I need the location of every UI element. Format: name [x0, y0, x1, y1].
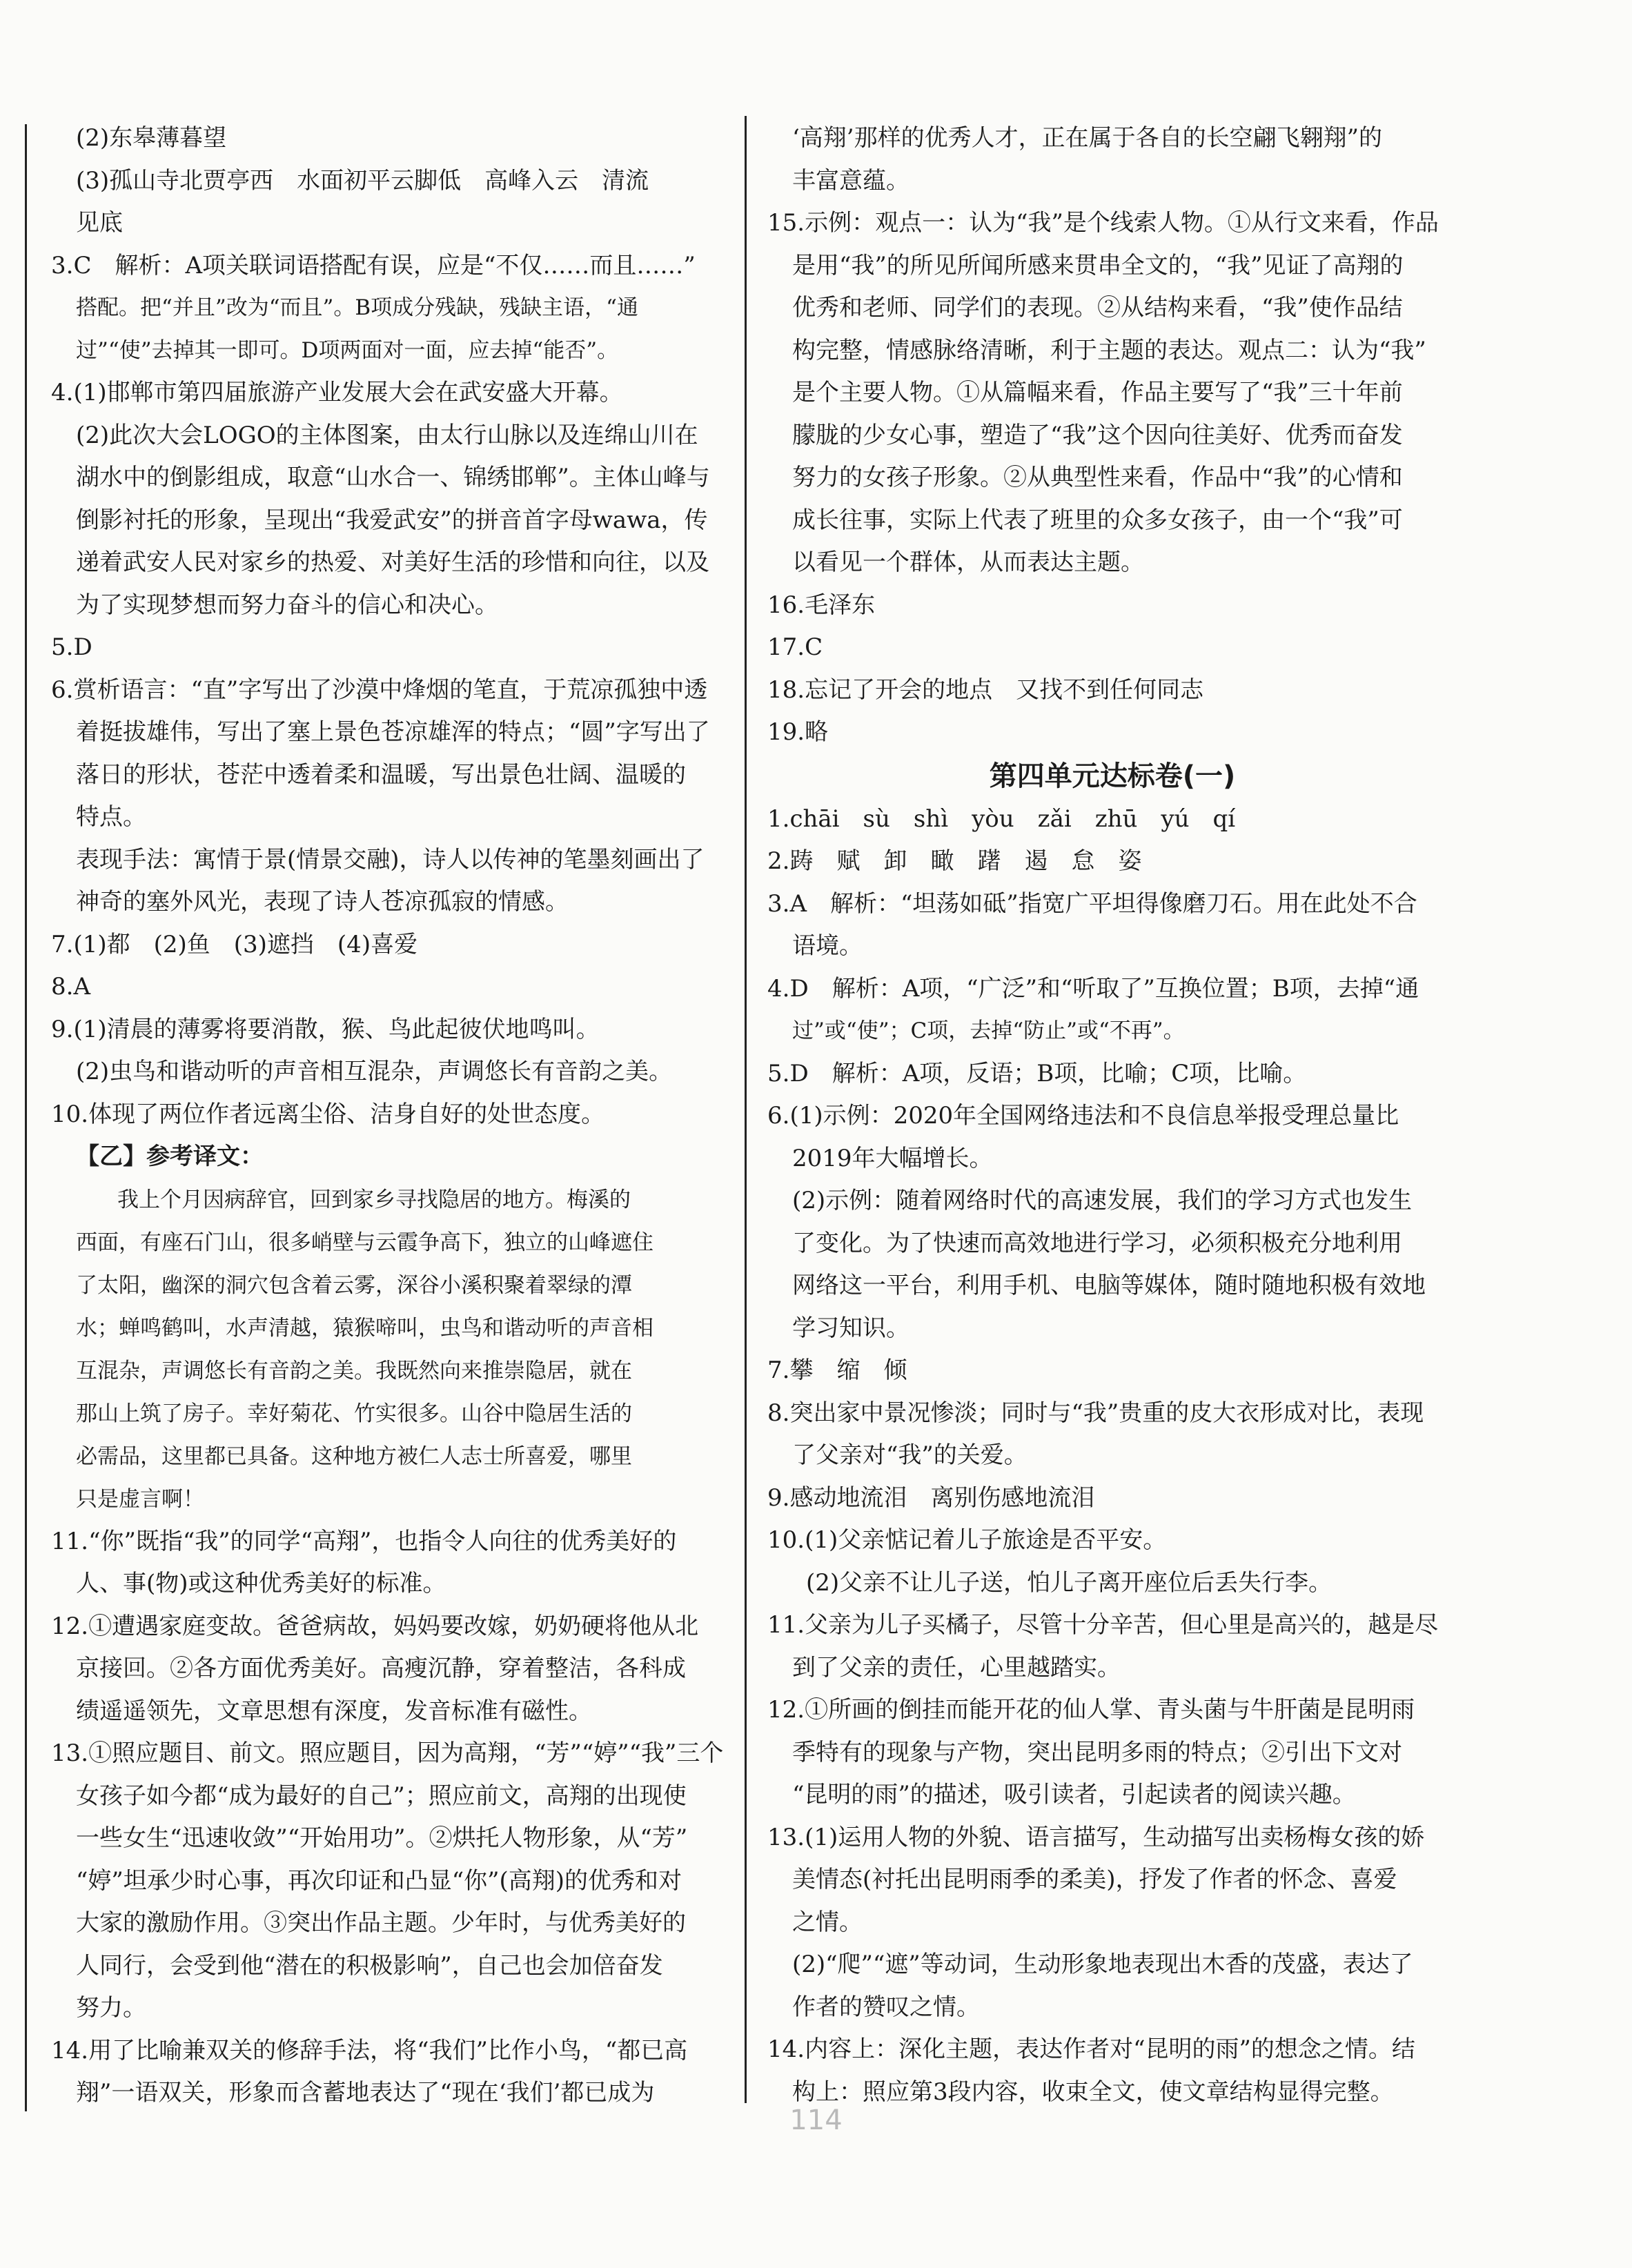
left-margin-rule [25, 124, 27, 2111]
left-column-line: 女孩子如今都“成为最好的自己”；照应前文，高翔的出现使 [76, 1782, 687, 1810]
left-column-line: (2)东皋薄暮望 [76, 124, 227, 152]
left-column-line: 翔”一语双关，形象而含蓄地表达了“现在‘我们’都已成为 [76, 2079, 655, 2107]
right-column-line: 7.攀 缩 倾 [767, 1357, 907, 1384]
left-column-line: 为了实现梦想而努力奋斗的信心和决心。 [76, 591, 498, 619]
left-column-line: 4.(1)邯郸市第四届旅游产业发展大会在武安盛大开幕。 [51, 379, 623, 406]
left-column-line: 特点。 [76, 803, 146, 831]
right-column-line: 4.D 解析：A项，“广泛”和“听取了”互换位置；B项，去掉“通 [767, 974, 1419, 1003]
right-column-line: 14.内容上：深化主题，表达作者对“昆明的雨”的想念之情。结 [767, 2035, 1415, 2063]
right-column-line: 12.①所画的倒挂而能开花的仙人掌、青头菌与牛肝菌是昆明雨 [767, 1696, 1415, 1724]
right-column-line: 努力的女孩子形象。②从典型性来看，作品中“我”的心情和 [792, 464, 1403, 491]
right-column-line: (2)父亲不让儿子送，怕儿子离开座位后丢失行李。 [806, 1568, 1333, 1597]
left-column-line: 水；蝉鸣鹤叫，水声清越，猿猴啼叫，虫鸟和谐动听的声音相 [76, 1315, 653, 1341]
left-column-line: 10.体现了两位作者远离尘俗、洁身自好的处世态度。 [51, 1100, 605, 1128]
right-column-line: 10.(1)父亲惦记着儿子旅途是否平安。 [767, 1526, 1167, 1554]
right-column-line: 到了父亲的责任，心里越踏实。 [792, 1653, 1121, 1682]
left-column-line: 13.①照应题目、前文。照应题目，因为高翔，“芳”“婷”“我”三个 [51, 1739, 724, 1767]
right-column-line: 以看见一个群体，从而表达主题。 [792, 549, 1144, 576]
left-column-line: 递着武安人民对家乡的热爱、对美好生活的珍惜和向往，以及 [76, 549, 709, 576]
left-column-line: 6.赏析语言：“直”字写出了沙漠中烽烟的笔直，于荒凉孤独中透 [51, 676, 708, 704]
left-column-line: 必需品，这里都已具备。这种地方被仁人志士所喜爱，哪里 [76, 1443, 632, 1469]
left-column-line: 大家的激励作用。③突出作品主题。少年时，与优秀美好的 [76, 1909, 686, 1937]
right-column-line: 语境。 [792, 932, 863, 960]
right-column-line: 丰富意蕴。 [792, 166, 910, 195]
right-column-line: 优秀和老师、同学们的表现。②从结构来看，“我”使作品结 [792, 294, 1403, 322]
right-column-line: 作者的赞叹之情。 [792, 1993, 980, 2021]
right-column-line: 19.略 [767, 718, 829, 746]
left-column-line: 着挺拔雄伟，写出了塞上景色苍凉雄浑的特点；“圆”字写出了 [76, 718, 710, 746]
left-column-line: 西面，有座石门山，很多峭壁与云霞争高下，独立的山峰遮住 [76, 1230, 653, 1255]
right-column-line: 16.毛泽东 [767, 591, 876, 619]
left-column-line: 互混杂，声调悠长有音韵之美。我既然向来推崇隐居，就在 [76, 1358, 632, 1383]
left-column-line: 人同行，会受到他“潜在的积极影响”，自己也会加倍奋发 [76, 1951, 663, 1980]
left-column-line: 我上个月因病辞官，回到家乡寻找隐居的地方。梅溪的 [117, 1187, 631, 1212]
right-column-line: 朦胧的少女心事，塑造了“我”这个因向往美好、优秀而奋发 [792, 421, 1403, 449]
right-column-line: 8.突出家中景况惨淡；同时与“我”贵重的皮大衣形成对比，表现 [767, 1399, 1424, 1427]
left-column-line: (3)孤山寺北贾亭西 水面初平云脚低 高峰入云 清流 [76, 166, 649, 195]
right-column-line: 18.忘记了开会的地点 又找不到任何同志 [767, 676, 1204, 704]
section-title: 第四单元达标卷(一) [989, 760, 1236, 792]
right-column-line: 是用“我”的所见所闻所感来贯串全文的，“我”见证了高翔的 [792, 251, 1404, 279]
right-column-line: 2.踌 赋 卸 瞰 躇 遏 怠 姿 [767, 847, 1142, 875]
left-column-line: 3.C 解析：A项关联词语搭配有误，应是“不仅……而且……” [51, 251, 696, 279]
right-column-line: 15.示例：观点一：认为“我”是个线索人物。①从行文来看，作品 [767, 209, 1439, 237]
left-column-line: 努力。 [76, 1994, 146, 2022]
left-column-line: 8.A [51, 973, 90, 1000]
right-column [767, 117, 1457, 2113]
left-column-line: 落日的形状，苍茫中透着柔和温暖，写出景色壮阔、温暖的 [76, 760, 686, 789]
left-column-line: 【乙】参考译文： [76, 1143, 264, 1170]
right-column-line: “昆明的雨”的描述，吸引读者，引起读者的阅读兴趣。 [792, 1781, 1356, 1808]
left-column [51, 117, 734, 2115]
left-column-line: 了太阳，幽深的洞穴包含着云雾，深谷小溪积聚着翠绿的潭 [76, 1272, 632, 1298]
right-column-line: ‘高翔’那样的优秀人才，正在属于各自的长空翩飞翱翔”的 [792, 124, 1382, 152]
left-column-line: 搭配。把“并且”改为“而且”。B项成分残缺，残缺主语，“通 [76, 295, 639, 320]
left-column-line: 过”“使”去掉其一即可。D项两面对一面，应去掉“能否”。 [76, 337, 619, 363]
left-column-line: (2)虫鸟和谐动听的声音相互混杂，声调悠长有音韵之美。 [76, 1058, 673, 1085]
left-column-line: 那山上筑了房子。幸好菊花、竹实很多。山谷中隐居生活的 [76, 1401, 632, 1426]
right-column-line: 9.感动地流泪 离别伤感地流泪 [767, 1483, 1095, 1512]
left-column-line: 5.D [51, 633, 92, 661]
right-column-line: 构上：照应第3段内容，收束全文，使文章结构显得完整。 [792, 2078, 1394, 2106]
right-column-line: 学习知识。 [792, 1314, 910, 1342]
right-column-line: 网络这一平台，利用手机、电脑等媒体，随时随地积极有效地 [792, 1272, 1426, 1299]
left-column-line: 9.(1)清晨的薄雾将要消散，猴、鸟此起彼伏地鸣叫。 [51, 1015, 600, 1043]
right-column-line: 过”或“使”；C项，去掉“防止”或“不再”。 [792, 1018, 1185, 1043]
right-column-line: 1.chāi sù shì yòu zǎi zhū yú qí [767, 805, 1236, 833]
right-column-line: 13.(1)运用人物的外貌、语言描写，生动描写出卖杨梅女孩的娇 [767, 1823, 1425, 1851]
right-column-line: 了父亲对“我”的关爱。 [792, 1441, 1028, 1469]
left-column-line: 京接回。②各方面优秀美好。高瘦沉静，穿着整洁，各科成 [76, 1655, 686, 1682]
right-column-line: 2019年大幅增长。 [792, 1144, 993, 1172]
right-column-line: 了变化。为了快速而高效地进行学习，必须积极充分地利用 [792, 1229, 1402, 1257]
right-column-line: 成长往事，实际上代表了班里的众多女孩子，由一个“我”可 [792, 506, 1403, 534]
right-column-line: 之情。 [792, 1908, 863, 1936]
right-column-line: 构完整，情感脉络清晰，利于主题的表达。观点二：认为“我” [792, 336, 1426, 364]
right-column-line: 3.A 解析：“坦荡如砥”指宽广平坦得像磨刀石。用在此处不合 [767, 889, 1417, 918]
page-number: 114 [789, 2104, 843, 2136]
column-divider [745, 116, 747, 2103]
left-column-line: 倒影衬托的形象，呈现出“我爱武安”的拼音首字母wawa，传 [76, 506, 708, 534]
right-column-line: 11.父亲为儿子买橘子，尽管十分辛苦，但心里是高兴的，越是尽 [767, 1611, 1439, 1639]
left-column-line: 12.①遭遇家庭变故。爸爸病故，妈妈要改嫁，奶奶硬将他从北 [51, 1612, 699, 1640]
right-column-line: (2)“爬”“遮”等动词，生动形象地表现出木香的茂盛，表达了 [792, 1951, 1413, 1978]
left-column-line: 只是虚言啊！ [76, 1486, 204, 1512]
left-column-line: 14.用了比喻兼双关的修辞手法，将“我们”比作小鸟，“都已高 [51, 2036, 688, 2064]
left-column-line: 一些女生“迅速收敛”“开始用功”。②烘托人物形象，从“芳” [76, 1824, 688, 1852]
right-column-line: 5.D 解析：A项，反语；B项，比喻；C项，比喻。 [767, 1059, 1307, 1087]
left-column-line: 神奇的塞外风光，表现了诗人苍凉孤寂的情感。 [76, 888, 569, 916]
left-column-line: “婷”坦承少时心事，再次印证和凸显“你”(高翔)的优秀和对 [76, 1866, 682, 1895]
right-column-line: 季特有的现象与产物，突出昆明多雨的特点；②引出下文对 [792, 1738, 1402, 1766]
left-column-line: 表现手法：寓情于景(情景交融)，诗人以传神的笔墨刻画出了 [76, 845, 705, 874]
left-column-line: (2)此次大会LOGO的主体图案，由太行山脉以及连绵山川在 [76, 421, 698, 449]
left-column-line: 湖水中的倒影组成，取意“山水合一、锦绣邯郸”。主体山峰与 [76, 464, 710, 491]
right-column-line: 6.(1)示例：2020年全国网络违法和不良信息举报受理总量比 [767, 1102, 1399, 1130]
left-column-line: 绩遥遥领先，文章思想有深度，发音标准有磁性。 [76, 1697, 592, 1725]
right-column-line: 是个主要人物。①从篇幅来看，作品主要写了“我”三十年前 [792, 379, 1403, 406]
right-column-line: (2)示例：随着网络时代的高速发展，我们的学习方式也发生 [792, 1187, 1413, 1214]
left-column-line: 7.(1)都 (2)鱼 (3)遮挡 (4)喜爱 [51, 930, 418, 958]
right-column-line: 美情态(衬托出昆明雨季的柔美)，抒发了作者的怀念、喜爱 [792, 1866, 1397, 1893]
right-column-line: 17.C [767, 633, 823, 661]
left-column-line: 见底 [76, 209, 123, 237]
left-column-line: 11.“你”既指“我”的同学“高翔”，也指令人向往的优秀美好的 [51, 1527, 677, 1555]
left-column-line: 人、事(物)或这种优秀美好的标准。 [76, 1570, 446, 1597]
